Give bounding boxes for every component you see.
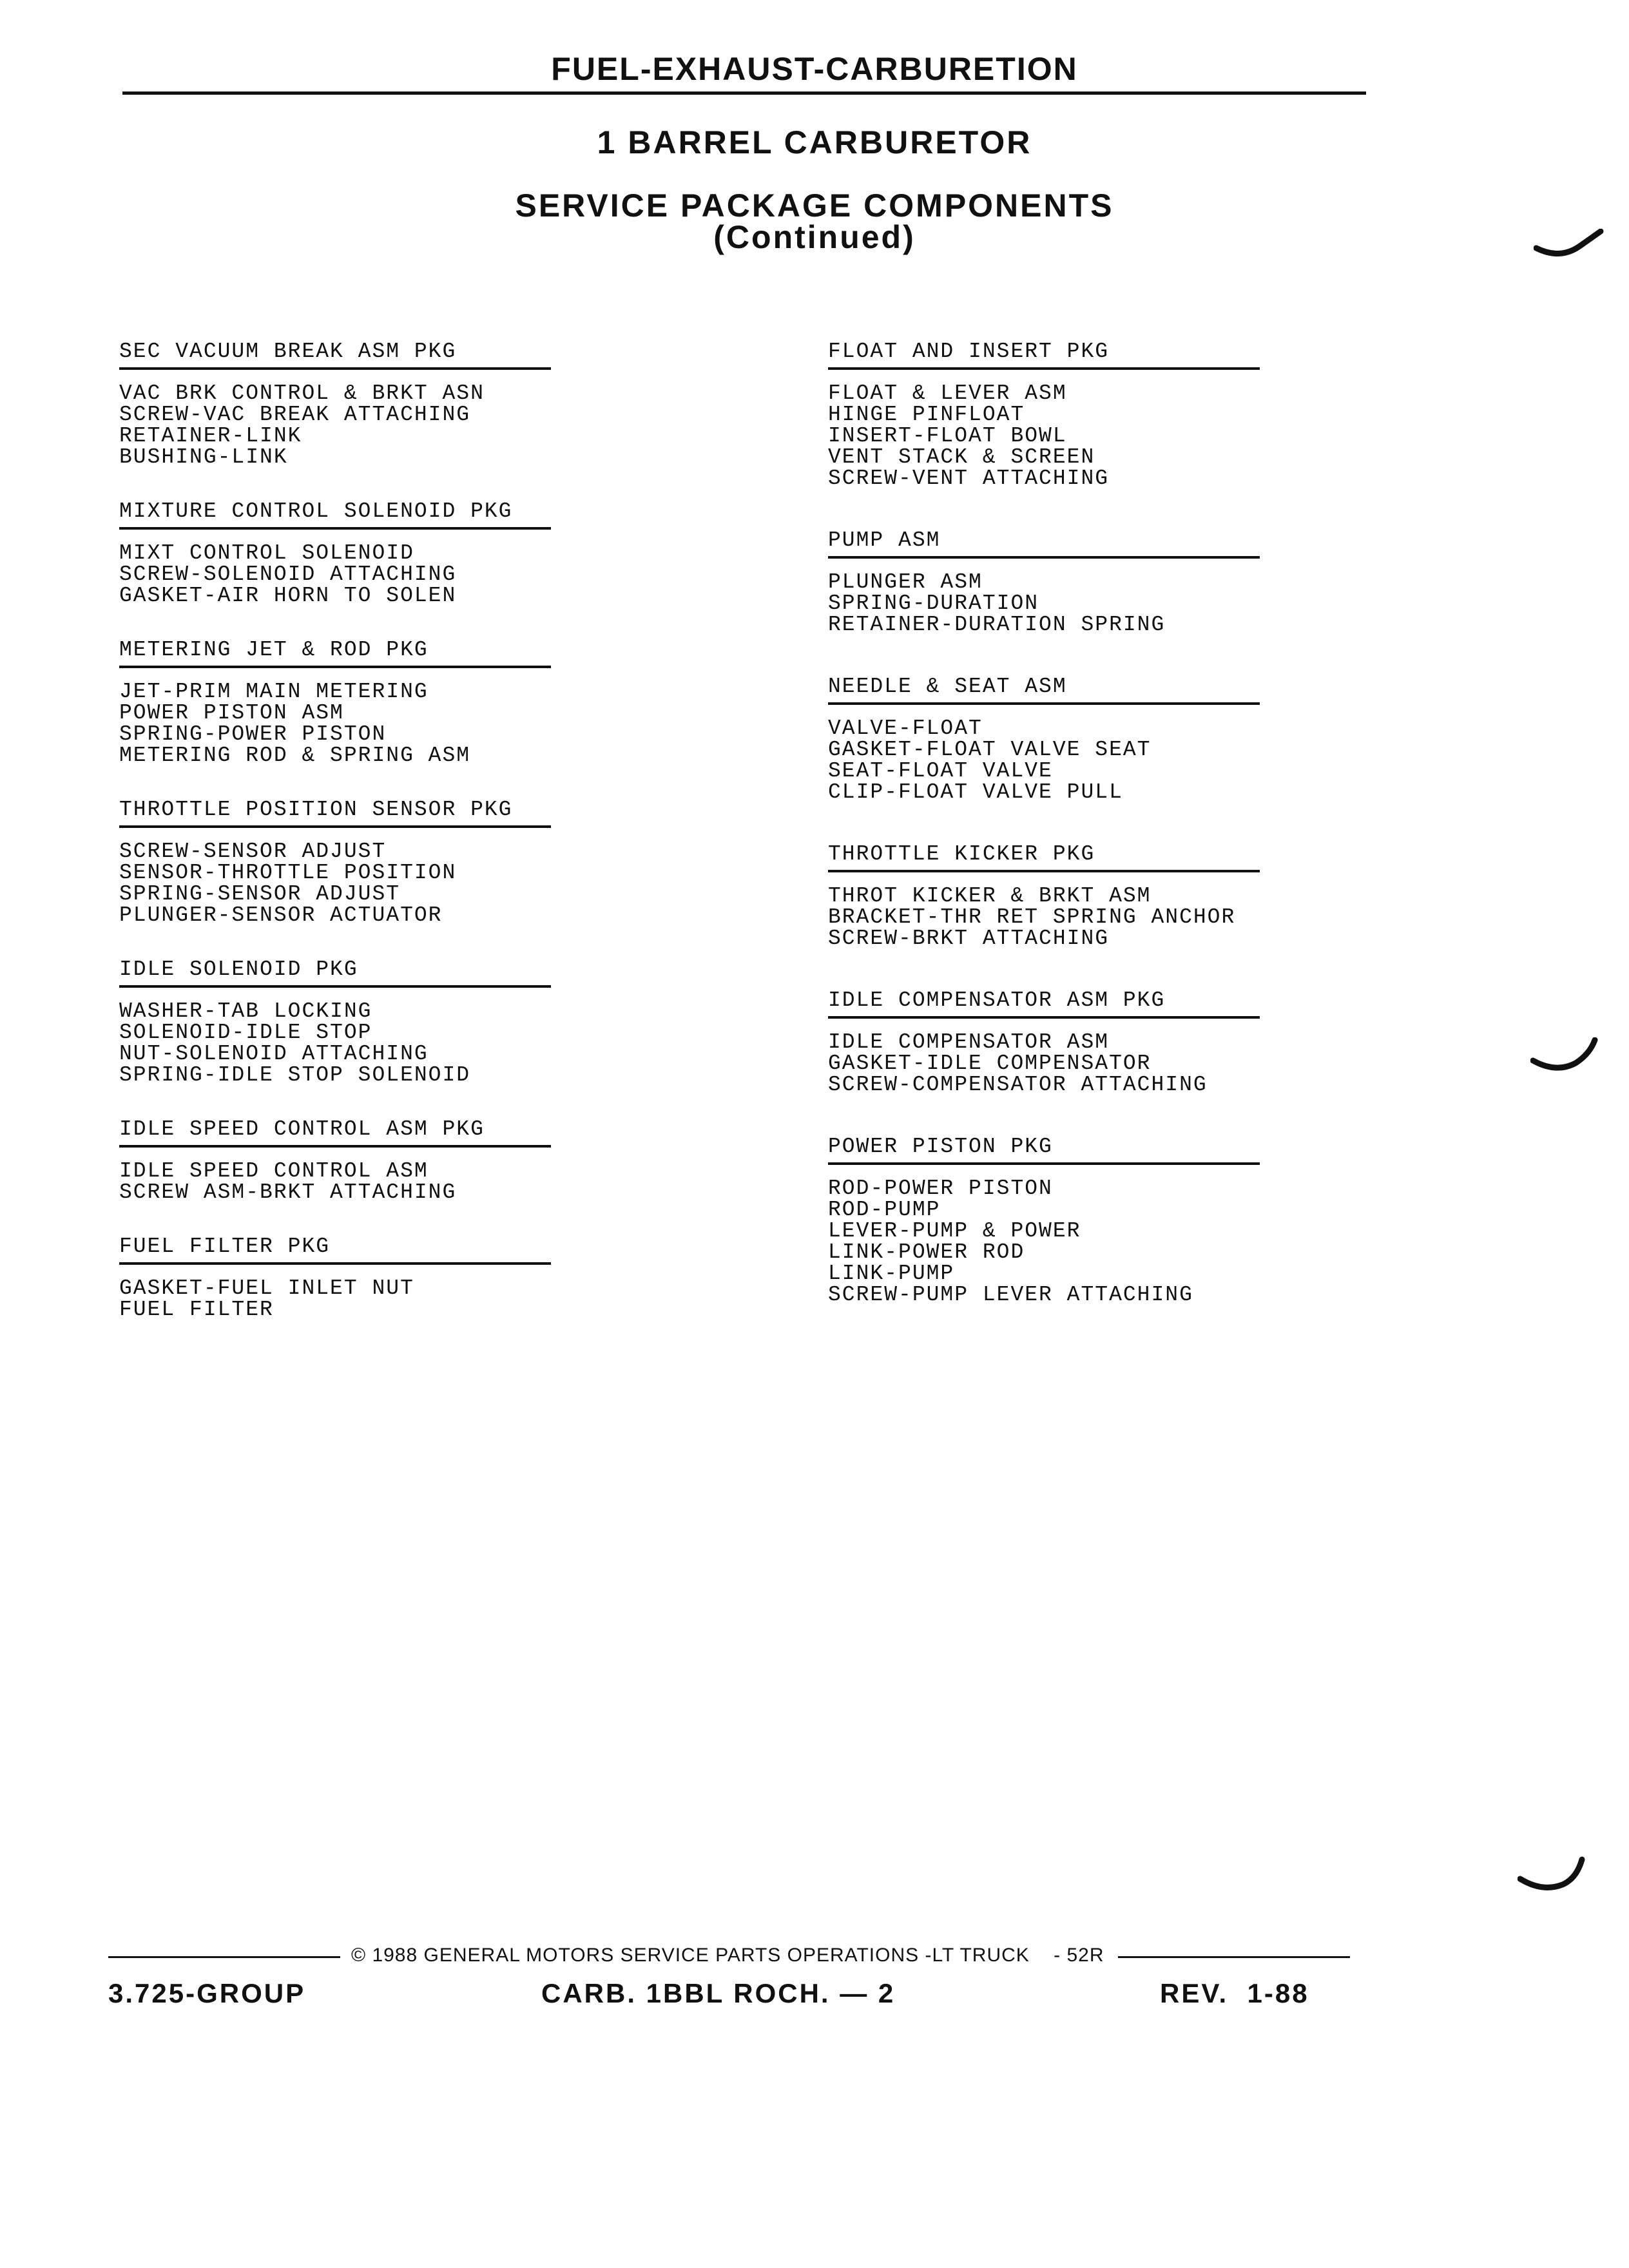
header-rule bbox=[122, 91, 1366, 95]
package-title: PUMP ASM bbox=[828, 529, 1260, 559]
package-item: SCREW-VAC BREAK ATTACHING bbox=[119, 403, 471, 427]
package-item: SPRING-POWER PISTON bbox=[119, 722, 387, 746]
package-item: SPRING-IDLE STOP SOLENOID bbox=[119, 1063, 471, 1087]
binder-hole-mark-middle-stroke bbox=[1533, 1040, 1595, 1068]
package-item: PLUNGER-SENSOR ACTUATOR bbox=[119, 903, 443, 927]
package-item: CLIP-FLOAT VALVE PULL bbox=[828, 780, 1123, 804]
package-item-list bbox=[828, 718, 1408, 803]
footer-document: CARB. 1BBL ROCH. — 2 bbox=[541, 1978, 896, 2008]
page-subtitle-note: (Continued) bbox=[713, 219, 916, 255]
package-item: LINK-POWER ROD bbox=[828, 1240, 1025, 1264]
package-title: POWER PISTON PKG bbox=[828, 1135, 1260, 1165]
package-item: ROD-PUMP bbox=[828, 1198, 941, 1222]
package-item: THROT KICKER & BRKT ASM bbox=[828, 884, 1152, 908]
package-item: JET-PRIM MAIN METERING bbox=[119, 680, 429, 704]
package-item-list bbox=[119, 1160, 699, 1203]
left-column bbox=[119, 340, 699, 1352]
package-block bbox=[119, 958, 699, 1086]
package-block bbox=[119, 1235, 699, 1320]
package-item: INSERT-FLOAT BOWL bbox=[828, 424, 1067, 448]
package-block bbox=[119, 1118, 699, 1203]
package-item-list bbox=[119, 681, 699, 766]
package-item-list bbox=[119, 1001, 699, 1086]
package-block bbox=[119, 639, 699, 766]
footer-revision: REV. 1-88 bbox=[1160, 1978, 1309, 2008]
package-item-list bbox=[119, 543, 699, 606]
package-item-list bbox=[119, 841, 699, 926]
package-item: VALVE-FLOAT bbox=[828, 716, 983, 740]
package-item: GASKET-FLOAT VALVE SEAT bbox=[828, 738, 1152, 762]
package-item: RETAINER-DURATION SPRING bbox=[828, 613, 1166, 637]
package-item-list bbox=[119, 383, 699, 468]
package-item: BRACKET-THR RET SPRING ANCHOR bbox=[828, 905, 1236, 929]
package-item-list bbox=[828, 1032, 1408, 1095]
package-block bbox=[828, 529, 1408, 635]
package-title: IDLE SOLENOID PKG bbox=[119, 958, 551, 988]
package-item: BUSHING-LINK bbox=[119, 445, 288, 469]
package-block bbox=[828, 675, 1408, 803]
package-item: POWER PISTON ASM bbox=[119, 701, 344, 725]
package-item: SOLENOID-IDLE STOP bbox=[119, 1021, 372, 1044]
package-item: VENT STACK & SCREEN bbox=[828, 445, 1095, 469]
footer-rule-right bbox=[1118, 1956, 1350, 1958]
package-block bbox=[119, 340, 699, 468]
package-item: IDLE COMPENSATOR ASM bbox=[828, 1030, 1110, 1054]
package-block bbox=[119, 500, 699, 606]
package-item: RETAINER-LINK bbox=[119, 424, 302, 448]
package-item: SCREW-PUMP LEVER ATTACHING bbox=[828, 1283, 1193, 1307]
package-item: WASHER-TAB LOCKING bbox=[119, 999, 372, 1023]
package-item: MIXT CONTROL SOLENOID bbox=[119, 541, 414, 565]
package-title: THROTTLE KICKER PKG bbox=[828, 843, 1260, 872]
package-title: FUEL FILTER PKG bbox=[119, 1235, 551, 1265]
package-item: SCREW-VENT ATTACHING bbox=[828, 466, 1110, 490]
package-title: METERING JET & ROD PKG bbox=[119, 639, 551, 668]
package-title: SEC VACUUM BREAK ASM PKG bbox=[119, 340, 551, 370]
package-item: GASKET-IDLE COMPENSATOR bbox=[828, 1052, 1152, 1075]
package-item: HINGE PINFLOAT bbox=[828, 403, 1025, 427]
binder-hole-mark-bottom-stroke bbox=[1520, 1860, 1582, 1887]
package-block bbox=[828, 340, 1408, 489]
package-item-list bbox=[119, 1278, 699, 1320]
package-block bbox=[828, 1135, 1408, 1305]
package-item: FLOAT & LEVER ASM bbox=[828, 381, 1067, 405]
binder-hole-mark-bottom bbox=[1518, 1856, 1588, 1901]
package-block bbox=[828, 989, 1408, 1095]
package-item: PLUNGER ASM bbox=[828, 570, 983, 594]
package-item: GASKET-AIR HORN TO SOLEN bbox=[119, 584, 457, 608]
right-column bbox=[828, 340, 1408, 1345]
package-item: GASKET-FUEL INLET NUT bbox=[119, 1276, 414, 1300]
package-item-list bbox=[828, 572, 1408, 635]
package-item: IDLE SPEED CONTROL ASM bbox=[119, 1159, 429, 1183]
package-item: NUT-SOLENOID ATTACHING bbox=[119, 1042, 429, 1066]
package-item: SCREW-COMPENSATOR ATTACHING bbox=[828, 1073, 1208, 1097]
footer-rule-left bbox=[108, 1956, 340, 1958]
package-item: ROD-POWER PISTON bbox=[828, 1177, 1053, 1200]
package-title: NEEDLE & SEAT ASM bbox=[828, 675, 1260, 705]
package-item: VAC BRK CONTROL & BRKT ASN bbox=[119, 381, 485, 405]
package-item: SCREW-BRKT ATTACHING bbox=[828, 927, 1110, 950]
package-item: METERING ROD & SPRING ASM bbox=[119, 744, 471, 767]
binder-hole-mark-top-stroke bbox=[1536, 231, 1601, 254]
package-title: THROTTLE POSITION SENSOR PKG bbox=[119, 798, 551, 828]
package-item: SCREW-SOLENOID ATTACHING bbox=[119, 562, 457, 586]
binder-hole-mark-middle bbox=[1530, 1037, 1601, 1082]
package-item: SENSOR-THROTTLE POSITION bbox=[119, 861, 457, 885]
package-title: MIXTURE CONTROL SOLENOID PKG bbox=[119, 500, 551, 530]
page-title: 1 BARREL CARBURETOR bbox=[597, 124, 1032, 160]
footer-group: 3.725-GROUP bbox=[108, 1978, 306, 2008]
package-block bbox=[119, 798, 699, 926]
package-item-list bbox=[828, 1178, 1408, 1305]
section-title: FUEL-EXHAUST-CARBURETION bbox=[551, 51, 1078, 87]
package-item: LEVER-PUMP & POWER bbox=[828, 1219, 1081, 1243]
package-block bbox=[828, 843, 1408, 949]
package-item: FUEL FILTER bbox=[119, 1298, 274, 1321]
package-item: SPRING-DURATION bbox=[828, 591, 1039, 615]
package-title: IDLE COMPENSATOR ASM PKG bbox=[828, 989, 1260, 1019]
package-title: IDLE SPEED CONTROL ASM PKG bbox=[119, 1118, 551, 1148]
binder-hole-mark-top bbox=[1534, 229, 1605, 267]
package-item: SCREW-SENSOR ADJUST bbox=[119, 840, 387, 863]
package-item: SEAT-FLOAT VALVE bbox=[828, 759, 1053, 783]
package-item-list bbox=[828, 383, 1408, 489]
copyright-line: © 1988 GENERAL MOTORS SERVICE PARTS OPERATIONS -LT TRUCK - 52R bbox=[351, 1945, 1104, 1966]
package-item: SCREW ASM-BRKT ATTACHING bbox=[119, 1180, 457, 1204]
package-title: FLOAT AND INSERT PKG bbox=[828, 340, 1260, 370]
package-item: SPRING-SENSOR ADJUST bbox=[119, 882, 401, 906]
page-subtitle: SERVICE PACKAGE COMPONENTS bbox=[515, 187, 1114, 224]
package-item: LINK-PUMP bbox=[828, 1262, 955, 1285]
package-item-list bbox=[828, 885, 1408, 949]
